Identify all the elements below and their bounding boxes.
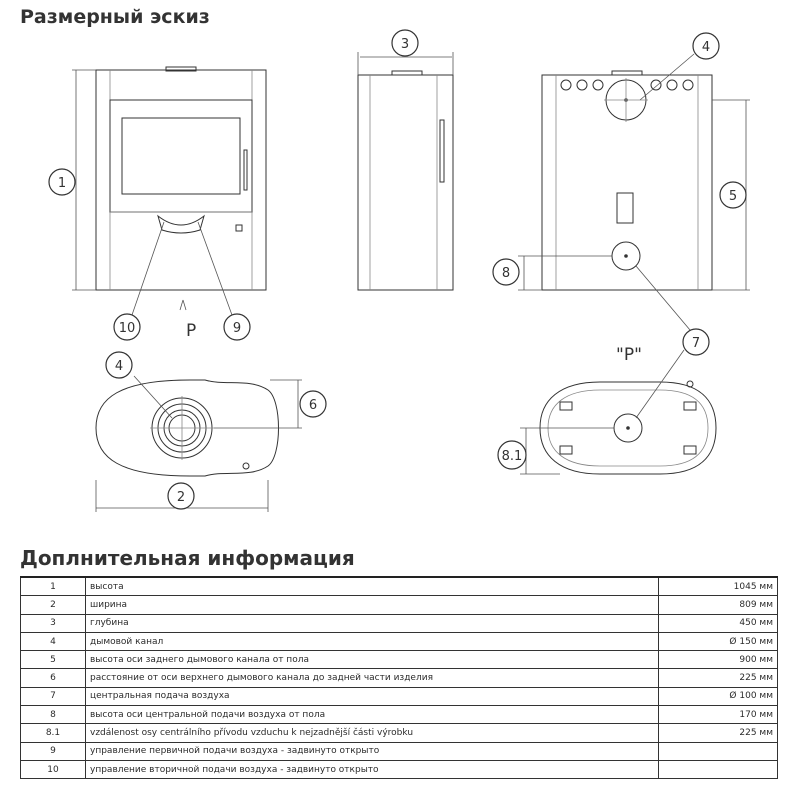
row-number: 7 [21, 687, 86, 705]
front-view-marker: P [186, 321, 197, 341]
svg-text:2: 2 [176, 490, 186, 505]
rear-view [518, 54, 750, 330]
svg-text:4: 4 [701, 40, 711, 55]
row-value: 225 мм [659, 724, 778, 742]
callout-9 [224, 314, 250, 340]
bottom-view [520, 350, 716, 474]
row-value: 900 мм [659, 651, 778, 669]
row-description: центральная подача воздуха [86, 687, 659, 705]
row-number: 5 [21, 651, 86, 669]
svg-text:5: 5 [728, 189, 738, 204]
callout-6 [300, 391, 326, 417]
front-view [72, 67, 266, 315]
table-row [21, 651, 778, 669]
callout-3 [392, 30, 418, 56]
row-number: 4 [21, 632, 86, 650]
bottom-view-label: "P" [616, 345, 642, 365]
row-description: глубина [86, 614, 659, 632]
row-value: 809 мм [659, 596, 778, 614]
svg-text:8.1: 8.1 [501, 449, 523, 464]
callout-7 [683, 329, 709, 355]
callout-4-top [106, 352, 132, 378]
sketch-title: Размерный эскиз [20, 6, 210, 28]
table-row [21, 706, 778, 724]
row-number: 2 [21, 596, 86, 614]
row-value: Ø 100 мм [659, 687, 778, 705]
table-row [21, 632, 778, 650]
row-description: расстояние от оси верхнего дымового канала до задней части изделия [86, 669, 659, 687]
row-value: Ø 150 мм [659, 632, 778, 650]
callout-4-rear [693, 33, 719, 59]
table-row [21, 614, 778, 632]
info-title: Доплнительная информация [20, 546, 355, 570]
row-description: дымовой канал [86, 632, 659, 650]
svg-text:8: 8 [501, 266, 511, 281]
row-value [659, 742, 778, 760]
side-view [358, 52, 453, 290]
callout-2 [168, 483, 194, 509]
table-row [21, 724, 778, 742]
row-value [659, 760, 778, 778]
callout-1 [49, 169, 75, 195]
svg-text:4: 4 [114, 359, 124, 374]
svg-text:9: 9 [232, 321, 242, 336]
row-description: высота [86, 577, 659, 596]
table-row [21, 687, 778, 705]
table-row [21, 742, 778, 760]
info-table [20, 576, 778, 779]
row-description: высота оси заднего дымового канала от пола [86, 651, 659, 669]
row-number: 1 [21, 577, 86, 596]
table-row [21, 596, 778, 614]
row-description: управление первичной подачи воздуха - задвинуто открыто [86, 742, 659, 760]
row-description: управление вторичной подачи воздуха - задвинуто открыто [86, 760, 659, 778]
callout-5 [720, 182, 746, 208]
row-number: 3 [21, 614, 86, 632]
table-row [21, 760, 778, 778]
table-row [21, 669, 778, 687]
svg-text:7: 7 [691, 336, 701, 351]
callout-8 [493, 259, 519, 285]
row-description: высота оси центральной подачи воздуха от пола [86, 706, 659, 724]
row-number: 10 [21, 760, 86, 778]
row-description: ширина [86, 596, 659, 614]
svg-text:1: 1 [57, 176, 67, 191]
row-value: 170 мм [659, 706, 778, 724]
row-value: 1045 мм [659, 577, 778, 596]
row-value: 225 мм [659, 669, 778, 687]
table-row [21, 577, 778, 596]
row-description: vzdálenost osy centrálního přívodu vzduchu k nejzadnější části výrobku [86, 724, 659, 742]
svg-text:10: 10 [118, 321, 136, 336]
svg-text:3: 3 [400, 37, 410, 52]
row-number: 9 [21, 742, 86, 760]
row-number: 8.1 [21, 724, 86, 742]
row-number: 8 [21, 706, 86, 724]
svg-text:6: 6 [308, 398, 318, 413]
row-number: 6 [21, 669, 86, 687]
top-view [96, 376, 302, 512]
row-value: 450 мм [659, 614, 778, 632]
callout-10 [114, 314, 140, 340]
callout-8-1 [498, 441, 526, 469]
